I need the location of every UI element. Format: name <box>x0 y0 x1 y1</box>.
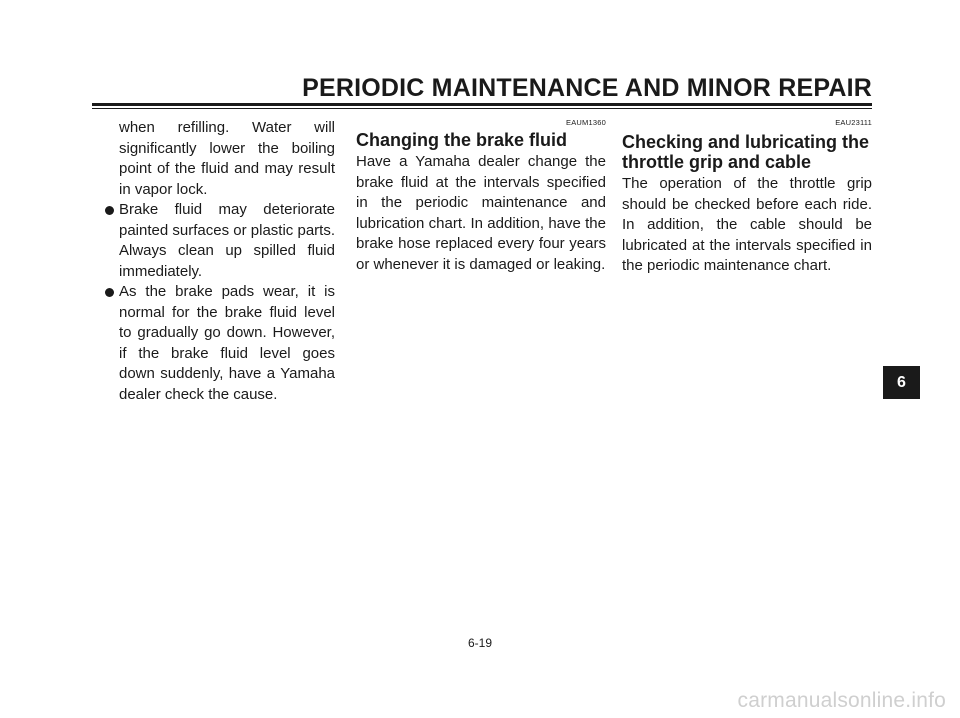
header-rule-thick <box>92 103 872 106</box>
watermark: carmanualsonline.info <box>737 689 946 712</box>
column-left <box>105 118 335 405</box>
bullet-dot-icon <box>105 288 114 297</box>
page-header-title: PERIODIC MAINTENANCE AND MINOR REPAIR <box>302 74 872 102</box>
section-body: Have a Yamaha dealer change the brake fluid at the intervals specified in the periodic maintenance and lubrication chart. In addition, have the brake hose replaced every four years or whenever it is damaged or leaking. <box>356 153 606 273</box>
column-middle <box>356 118 606 275</box>
continued-paragraph: when refilling. Water will significantly lower the boiling point of the fluid and may result in vapor lock. <box>119 119 335 198</box>
bullet-text: Brake fluid may deteriorate painted surfaces or plastic parts. Always clean up spilled fluid immediately. <box>119 201 335 280</box>
section-heading: Changing the brake fluid <box>356 130 568 150</box>
header-rule-thin <box>92 108 872 109</box>
chapter-tab: 6 <box>883 366 920 399</box>
page-number: 6-19 <box>467 636 493 650</box>
bullet-dot-icon <box>105 206 114 215</box>
bullet-item <box>105 282 335 405</box>
bullet-text: As the brake pads wear, it is normal for the brake fluid level to gradually go down. However, if the brake fluid level goes down suddenly, have a Yamaha dealer check the cause. <box>119 283 335 403</box>
section-code: EAU23111 <box>835 118 872 127</box>
section-code: EAUM1360 <box>566 118 606 127</box>
bullet-item <box>105 200 335 282</box>
section-heading: Checking and lubricating the throttle grip and cable <box>622 132 870 172</box>
section-body: The operation of the throttle grip should be checked before each ride. In addition, the cable should be lubricated at the intervals specified in the periodic maintenance chart. <box>622 175 872 274</box>
column-right <box>622 118 872 277</box>
